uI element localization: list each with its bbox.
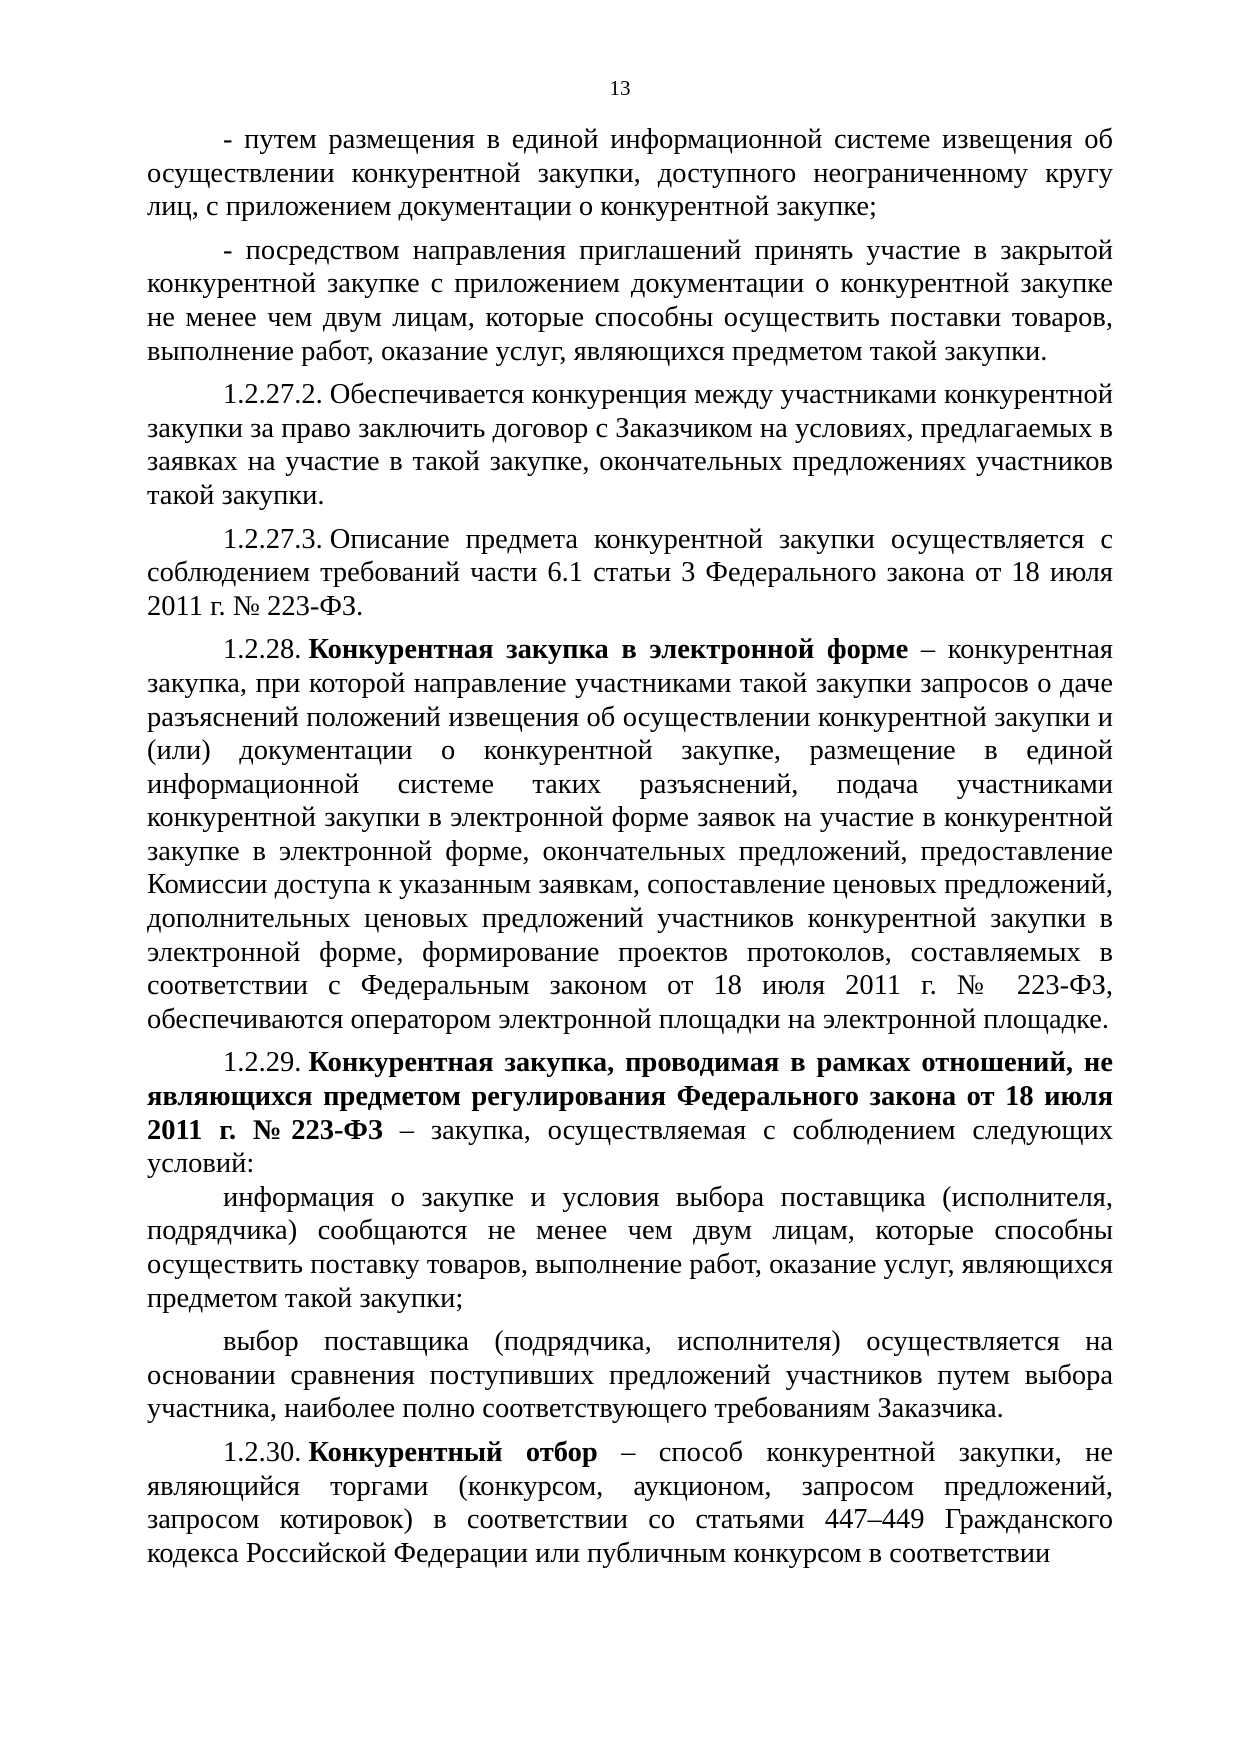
- clause-1-2-27-2: [147, 378, 1113, 512]
- paragraph-bullet-closed: [147, 234, 1113, 368]
- clause-text: Обеспечивается конкуренция между участниками конкурентной закупки за право заключить договор с Заказчиком на условиях, предлагаемых в заявках на участие в такой закупке, окончательных предложениях участников такой закупки.: [147, 379, 1113, 511]
- page-number: 13: [609, 76, 631, 100]
- clause-number: 1.2.27.3.: [223, 523, 323, 555]
- clause-text: Описание предмета конкурентной закупки осуществляется с соблюдением требований части 6.1 статьи 3 Федерального закона от 18 июля 2011 г. № 223-ФЗ.: [147, 523, 1113, 622]
- paragraph-text: выбор поставщика (подрядчика, исполнителя) осуществляется на основании сравнения поступивших предложений участников путем выбора участника, наиболее полно соответствующего требованиям Заказчика.: [147, 1326, 1113, 1425]
- condition-selection: [147, 1325, 1113, 1426]
- clause-term: Конкурентная закупка, проводимая в рамках отношений, не являющихся предметом регулирования Федерального закона от 18 июля 2011 г. №223-ФЗ: [147, 1047, 1113, 1146]
- clause-text: – способ конкурентной закупки, не являющийся торгами (конкурсом, аукционом, запросом предложений, запросом котировок) в соответствии со статьями 447–449 Гражданского кодекса Российской Федерации или публичным конкурсом в соответствии: [147, 1436, 1114, 1569]
- clause-number: 1.2.30.: [223, 1436, 302, 1468]
- clause-term: Конкурентный отбор: [308, 1436, 598, 1468]
- clause-1-2-27-3: [147, 523, 1113, 624]
- clause-text: – закупка, осуществляемая с соблюдением следующих условий:: [147, 1114, 1114, 1180]
- clause-term: Конкурентная закупка в электронной форме: [308, 634, 909, 666]
- paragraph-bullet-public: [147, 123, 1113, 224]
- clause-1-2-28: [147, 633, 1113, 1036]
- paragraph-text: - путем размещения в единой информационной системе извещения об осуществлении конкурентной закупки, доступного неограниченному кругу лиц, с приложением документации о конкурентной закупке;: [147, 124, 1113, 223]
- document-body: [147, 123, 1113, 1580]
- condition-information: [147, 1181, 1113, 1315]
- paragraph-text: - посредством направления приглашений принять участие в закрытой конкурентной закупке с приложением документации о конкурентной закупке не менее чем двум лицам, которые способны осуществить поставки товаров, выполнение работ, оказание услуг, являющихся предметом такой закупки.: [147, 234, 1113, 367]
- clause-number: 1.2.28.: [223, 634, 302, 666]
- clause-number: 1.2.29.: [223, 1047, 302, 1079]
- clause-text: – конкурентная закупка, при которой направление участниками такой закупки запросов о даче разъяснений положений извещения об осуществлении конкурентной закупки и (или) документации о конкурентной закупке, размещение в единой информационной системе таких разъяснений, подача участниками конкурентной закупки в электронной форме заявок на участие в конкурентной закупке в электронной форме, окончательных предложений, предоставление Комиссии доступа к указанным заявкам, сопоставление ценовых предложений, дополнительных ценовых предложений участников конкурентной закупки в электронной форме, формирование проектов протоколов, составляемых в соответствии с Федеральным законом от 18 июля 2011 г. № 223-ФЗ, обеспечиваются оператором электронной площадки на электронной площадке.: [147, 634, 1113, 1035]
- paragraph-text: информация о закупке и условия выбора поставщика (исполнителя, подрядчика) сообщаются не менее чем двум лицам, которые способны осуществить поставку товаров, выполнение работ, оказание услуг, являющихся предметом такой закупки;: [147, 1181, 1113, 1314]
- clause-number: 1.2.27.2.: [223, 379, 323, 411]
- clause-1-2-30: [147, 1436, 1113, 1570]
- clause-1-2-29: [147, 1046, 1113, 1180]
